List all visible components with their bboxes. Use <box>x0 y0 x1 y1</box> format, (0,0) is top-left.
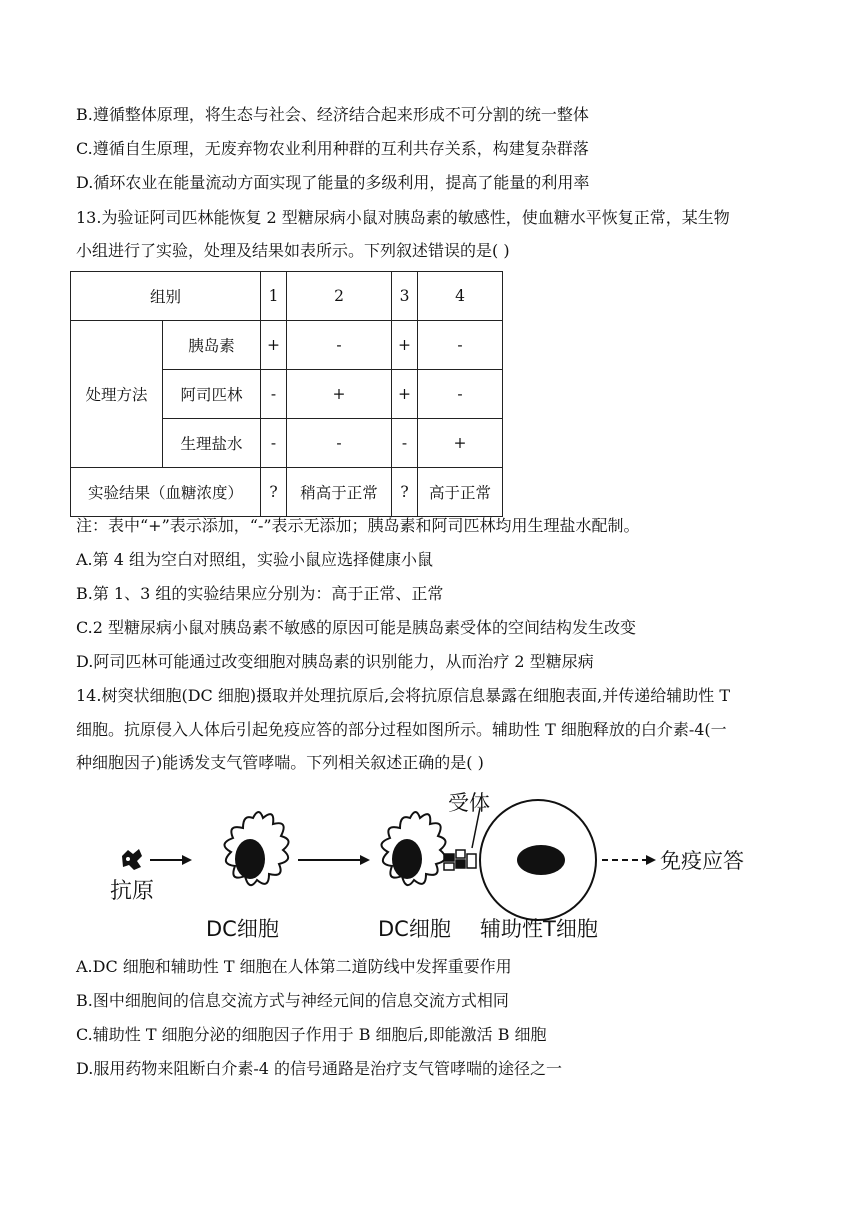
option-13-b: B.第 1、3 组的实验结果应分别为：高于正常、正常 <box>76 584 444 603</box>
dc-cell-icon <box>381 812 445 885</box>
dashed-arrow-icon <box>602 855 656 865</box>
arrow-icon <box>298 855 370 865</box>
table-cell: - <box>418 321 503 370</box>
arrow-icon <box>150 855 192 865</box>
receptor-label: 受体 <box>448 791 490 815</box>
result-cell: 高于正常 <box>418 468 503 517</box>
result-cell: 稍高于正常 <box>287 468 392 517</box>
row-label-insulin: 胰岛素 <box>163 321 261 370</box>
group-header: 组别 <box>71 272 261 321</box>
dc-cell-label-1: DC细胞 <box>206 917 279 941</box>
row-label-saline: 生理盐水 <box>163 419 261 468</box>
col-header-3: 3 <box>392 272 418 321</box>
result-cell: ? <box>261 468 287 517</box>
option-13-d: D.阿司匹林可能通过改变细胞对胰岛素的识别能力，从而治疗 2 型糖尿病 <box>76 652 594 671</box>
t-cell-icon <box>480 800 596 920</box>
option-14-c: C.辅助性 T 细胞分泌的细胞因子作用于 B 细胞后,即能激活 B 细胞 <box>76 1025 547 1044</box>
option-13-c: C.2 型糖尿病小鼠对胰岛素不敏感的原因可能是胰岛素受体的空间结构发生改变 <box>76 618 637 637</box>
antigen-label: 抗原 <box>110 879 155 904</box>
experiment-table <box>70 271 503 517</box>
option-14-b: B.图中细胞间的信息交流方式与神经元间的信息交流方式相同 <box>76 991 509 1010</box>
table-cell: - <box>261 419 287 468</box>
question-13-line-1: 13.为验证阿司匹林能恢复 2 型糖尿病小鼠对胰岛素的敏感性，使血糖水平恢复正常，某生物 <box>76 208 730 227</box>
immune-response-label: 免疫应答 <box>660 849 744 873</box>
dc-cell-label-2: DC细胞 <box>378 917 451 941</box>
question-14-line-3: 种细胞因子)能诱发支气管哮喘。下列相关叙述正确的是( ) <box>76 753 484 772</box>
table-cell: - <box>287 321 392 370</box>
table-cell: + <box>287 370 392 419</box>
row-label-aspirin: 阿司匹林 <box>163 370 261 419</box>
receptor-icon <box>444 850 476 870</box>
question-14-line-1: 14.树突状细胞(DC 细胞)摄取并处理抗原后,会将抗原信息暴露在细胞表面,并传递给辅助性 T <box>76 686 731 705</box>
col-header-4: 4 <box>418 272 503 321</box>
option-12-b: B.遵循整体原理，将生态与社会、经济结合起来形成不可分割的统一整体 <box>76 105 589 124</box>
question-13-line-2: 小组进行了实验，处理及结果如表所示。下列叙述错误的是( ) <box>76 241 510 260</box>
option-13-a: A.第 4 组为空白对照组，实验小鼠应选择健康小鼠 <box>76 550 433 569</box>
table-note: 注：表中“+”表示添加，“-”表示无添加；胰岛素和阿司匹林均用生理盐水配制。 <box>76 516 640 535</box>
table-cell: + <box>418 419 503 468</box>
antigen-icon <box>122 849 142 870</box>
table-cell: + <box>392 370 418 419</box>
col-header-2: 2 <box>287 272 392 321</box>
option-12-d: D.循环农业在能量流动方面实现了能量的多级利用，提高了能量的利用率 <box>76 173 590 192</box>
table-cell: - <box>261 370 287 419</box>
treatment-label: 处理方法 <box>71 321 163 468</box>
immune-response-figure <box>108 788 778 948</box>
option-12-c: C.遵循自生原理，无废弃物农业利用种群的互利共存关系，构建复杂群落 <box>76 139 589 158</box>
table-cell: + <box>261 321 287 370</box>
col-header-1: 1 <box>261 272 287 321</box>
option-14-a: A.DC 细胞和辅助性 T 细胞在人体第二道防线中发挥重要作用 <box>76 957 512 976</box>
table-cell: - <box>418 370 503 419</box>
table-cell: + <box>392 321 418 370</box>
result-cell: ? <box>392 468 418 517</box>
dc-cell-icon <box>224 812 288 885</box>
option-14-d: D.服用药物来阻断白介素-4 的信号通路是治疗支气管哮喘的途径之一 <box>76 1059 563 1078</box>
result-label: 实验结果（血糖浓度） <box>71 468 261 517</box>
table-cell: - <box>287 419 392 468</box>
table-cell: - <box>392 419 418 468</box>
t-cell-label: 辅助性T细胞 <box>480 917 598 941</box>
question-14-line-2: 细胞。抗原侵入人体后引起免疫应答的部分过程如图所示。辅助性 T 细胞释放的白介素-4(一 <box>76 720 727 739</box>
